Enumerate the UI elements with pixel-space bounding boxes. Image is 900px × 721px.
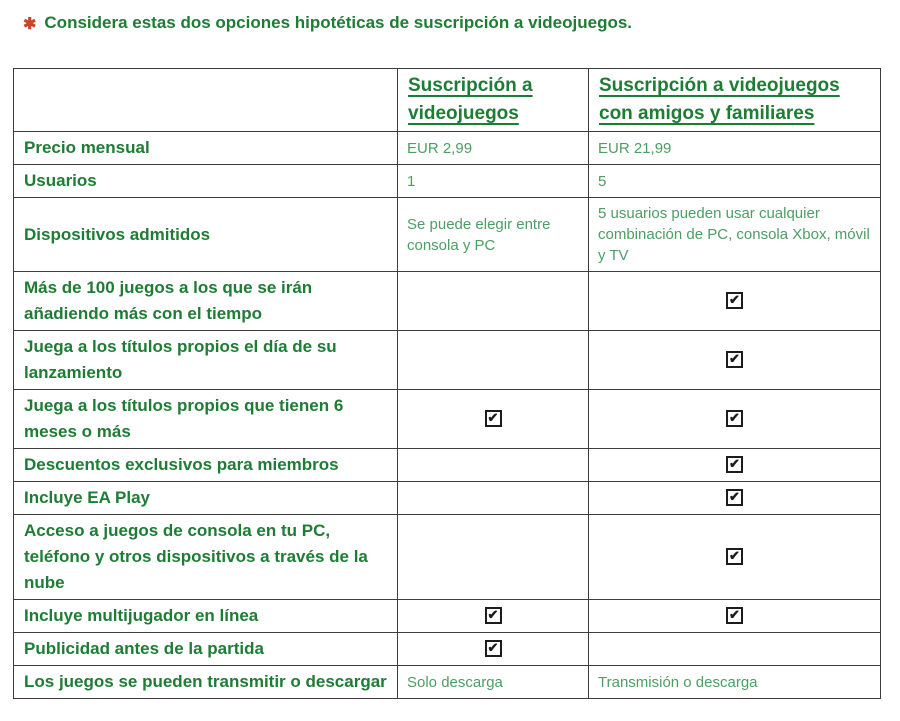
table-row	[14, 666, 881, 699]
row-label: Dispositivos admitidos	[14, 198, 398, 272]
row-label: Más de 100 juegos a los que se irán añadiendo más con el tiempo	[14, 272, 398, 331]
checked-checkbox-icon	[485, 607, 502, 624]
cell-text: Transmisión o descarga	[598, 673, 758, 691]
check-icon: ✔	[729, 292, 740, 308]
checked-cell	[589, 272, 881, 331]
checked-checkbox-icon	[726, 292, 743, 309]
checked-cell	[589, 390, 881, 449]
empty-cell	[398, 272, 589, 331]
table-row	[14, 272, 881, 331]
table-row	[14, 482, 881, 515]
column-header-empty	[14, 69, 398, 132]
checked-cell	[398, 390, 589, 449]
checked-cell	[589, 600, 881, 633]
value-cell	[398, 132, 589, 165]
required-asterisk-icon: ✱	[23, 16, 37, 33]
check-icon: ✔	[729, 351, 740, 367]
row-label: Acceso a juegos de consola en tu PC, teléfono y otros dispositivos a través de la nube	[14, 515, 398, 600]
column-header-plan-family-label: Suscripción a videojuegos con amigos y familiares	[599, 75, 840, 124]
check-icon: ✔	[729, 489, 740, 505]
empty-cell	[398, 449, 589, 482]
check-icon: ✔	[487, 410, 499, 426]
value-cell	[589, 666, 881, 699]
check-icon: ✔	[729, 548, 740, 564]
check-icon: ✔	[729, 410, 740, 426]
check-icon: ✔	[487, 607, 499, 623]
table-row	[14, 600, 881, 633]
row-label: Juega a los títulos propios el día de su lanzamiento	[14, 331, 398, 390]
subscription-comparison-table	[13, 68, 881, 699]
check-icon: ✔	[729, 456, 740, 472]
checked-cell	[398, 600, 589, 633]
checked-checkbox-icon	[485, 640, 502, 657]
column-header-plan-basic-label: Suscripción a videojuegos	[408, 75, 533, 124]
question-title: Considera estas dos opciones hipotéticas de suscripción a videojuegos.	[44, 13, 633, 32]
cell-text: Se puede elegir entre consola y PC	[407, 215, 551, 254]
row-label: Los juegos se pueden transmitir o descargar	[14, 666, 398, 699]
table-row	[14, 515, 881, 600]
cell-text: Solo descarga	[407, 673, 503, 691]
checked-checkbox-icon	[726, 410, 743, 427]
value-cell	[589, 132, 881, 165]
question-title-row	[23, 12, 900, 46]
cell-text: EUR 2,99	[407, 139, 473, 157]
cell-text: 1	[407, 172, 416, 190]
checked-checkbox-icon	[726, 607, 743, 624]
checked-checkbox-icon	[726, 456, 743, 473]
column-header-plan-family	[589, 69, 881, 132]
row-label: Precio mensual	[14, 132, 398, 165]
table-row	[14, 390, 881, 449]
table-row	[14, 132, 881, 165]
table-row	[14, 198, 881, 272]
value-cell	[398, 666, 589, 699]
table-row	[14, 449, 881, 482]
table-row	[14, 633, 881, 666]
row-label: Publicidad antes de la partida	[14, 633, 398, 666]
row-label: Incluye EA Play	[14, 482, 398, 515]
value-cell	[398, 165, 589, 198]
checked-cell	[398, 633, 589, 666]
cell-text: EUR 21,99	[598, 139, 672, 157]
checked-cell	[589, 482, 881, 515]
checked-cell	[589, 515, 881, 600]
row-label: Descuentos exclusivos para miembros	[14, 449, 398, 482]
value-cell	[589, 198, 881, 272]
value-cell	[398, 198, 589, 272]
check-icon: ✔	[487, 640, 499, 656]
row-label: Juega a los títulos propios que tienen 6 meses o más	[14, 390, 398, 449]
empty-cell	[398, 482, 589, 515]
checked-checkbox-icon	[726, 489, 743, 506]
checked-checkbox-icon	[726, 548, 743, 565]
checked-cell	[589, 449, 881, 482]
table-header-row	[14, 69, 881, 132]
empty-cell	[589, 633, 881, 666]
value-cell	[589, 165, 881, 198]
row-label: Incluye multijugador en línea	[14, 600, 398, 633]
table-row	[14, 165, 881, 198]
checked-checkbox-icon	[726, 351, 743, 368]
empty-cell	[398, 331, 589, 390]
table-row	[14, 331, 881, 390]
check-icon: ✔	[729, 607, 740, 623]
checked-cell	[589, 331, 881, 390]
column-header-plan-basic	[398, 69, 589, 132]
empty-cell	[398, 515, 589, 600]
checked-checkbox-icon	[485, 410, 502, 427]
cell-text: 5	[598, 172, 607, 190]
cell-text: 5 usuarios pueden usar cualquier combinación de PC, consola Xbox, móvil y TV	[598, 205, 870, 264]
row-label: Usuarios	[14, 165, 398, 198]
